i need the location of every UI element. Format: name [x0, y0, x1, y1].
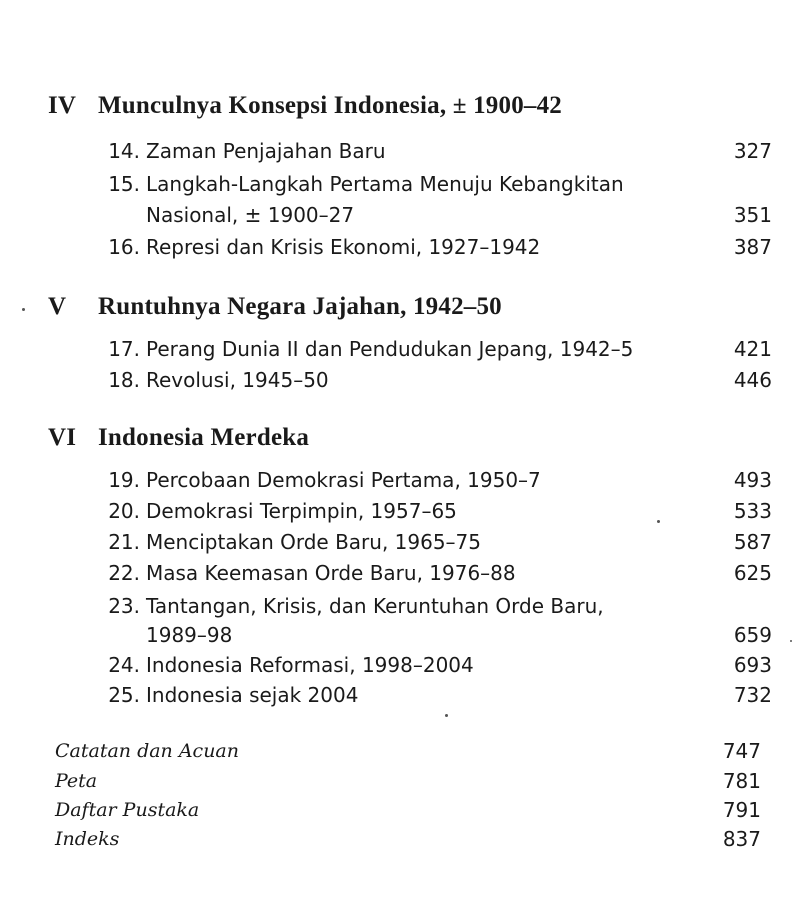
toc-entry[interactable]: [100, 335, 772, 363]
part-title: Munculnya Konsepsi Indonesia, ± 1900–42: [98, 92, 562, 119]
page-number: 493: [733, 468, 772, 492]
scan-speck: [657, 520, 660, 523]
chapter-number: 20.: [108, 499, 140, 523]
back-matter-entry[interactable]: [55, 768, 761, 794]
page-number: 659: [733, 623, 772, 647]
toc-entry[interactable]: [100, 559, 772, 587]
chapter-title: Langkah-Langkah Pertama Menuju Kebangkitan: [146, 172, 624, 196]
back-matter-title: Peta: [55, 770, 98, 792]
toc-entry[interactable]: [100, 497, 772, 525]
toc-entry[interactable]: [100, 528, 772, 556]
chapter-number: 22.: [108, 561, 140, 585]
page-number: 587: [733, 530, 772, 554]
chapter-title-continuation: 1989–98: [146, 623, 233, 647]
part-heading: [48, 293, 502, 321]
page-number: 625: [733, 561, 772, 585]
toc-entry[interactable]: [100, 170, 772, 198]
chapter-number: 18.: [108, 368, 140, 392]
chapter-title: Menciptakan Orde Baru, 1965–75: [146, 530, 482, 554]
chapter-number: 25.: [108, 683, 140, 707]
chapter-number: 23.: [108, 594, 140, 618]
toc-entry-continuation[interactable]: [100, 201, 772, 229]
chapter-title: Masa Keemasan Orde Baru, 1976–88: [146, 561, 516, 585]
page-number: 732: [733, 683, 772, 707]
back-matter-entry[interactable]: [55, 797, 761, 823]
chapter-number: 17.: [108, 337, 140, 361]
page-number: 781: [722, 769, 761, 793]
page-number: 446: [733, 368, 772, 392]
page-number: 747: [722, 739, 761, 763]
chapter-title: Represi dan Krisis Ekonomi, 1927–1942: [146, 235, 541, 259]
page-number: 327: [733, 139, 772, 163]
toc-entry[interactable]: [100, 592, 772, 620]
back-matter-entry[interactable]: [55, 738, 761, 764]
toc-entry[interactable]: [100, 651, 772, 679]
chapter-title-continuation: Nasional, ± 1900–27: [146, 203, 355, 227]
back-matter-title: Catatan dan Acuan: [55, 740, 239, 762]
part-number: VI: [48, 424, 77, 451]
page-number: 533: [733, 499, 772, 523]
chapter-number: 15.: [108, 172, 140, 196]
page-number: 791: [722, 798, 761, 822]
part-heading: [48, 92, 562, 120]
chapter-number: 21.: [108, 530, 140, 554]
toc-entry[interactable]: [100, 681, 772, 709]
scan-speck: [22, 308, 25, 311]
part-heading: [48, 424, 309, 452]
toc-entry[interactable]: [100, 137, 772, 165]
chapter-title: Indonesia Reformasi, 1998–2004: [146, 653, 474, 677]
chapter-title: Revolusi, 1945–50: [146, 368, 329, 392]
page-number: 387: [733, 235, 772, 259]
part-title: Indonesia Merdeka: [98, 424, 310, 451]
toc-entry[interactable]: [100, 466, 772, 494]
chapter-number: 19.: [108, 468, 140, 492]
page-number: 351: [733, 203, 772, 227]
chapter-title: Perang Dunia II dan Pendudukan Jepang, 1942–5: [146, 337, 634, 361]
chapter-number: 14.: [108, 139, 140, 163]
scan-speck: [445, 714, 448, 717]
chapter-title: Indonesia sejak 2004: [146, 683, 359, 707]
scan-speck: [790, 640, 792, 642]
back-matter-entry[interactable]: [55, 826, 761, 852]
back-matter-title: Daftar Pustaka: [55, 799, 200, 821]
page-number: 693: [733, 653, 772, 677]
page-number: 421: [733, 337, 772, 361]
part-title: Runtuhnya Negara Jajahan, 1942–50: [98, 293, 502, 320]
back-matter-title: Indeks: [55, 828, 120, 850]
toc-entry[interactable]: [100, 233, 772, 261]
toc-entry[interactable]: [100, 366, 772, 394]
chapter-title: Tantangan, Krisis, dan Keruntuhan Orde Baru,: [146, 594, 604, 618]
part-number: V: [48, 293, 67, 320]
chapter-title: Zaman Penjajahan Baru: [146, 139, 386, 163]
chapter-title: Percobaan Demokrasi Pertama, 1950–7: [146, 468, 541, 492]
chapter-number: 16.: [108, 235, 140, 259]
part-number: IV: [48, 92, 77, 119]
toc-entry-continuation[interactable]: [100, 621, 772, 649]
chapter-title: Demokrasi Terpimpin, 1957–65: [146, 499, 457, 523]
page-number: 837: [722, 827, 761, 851]
chapter-number: 24.: [108, 653, 140, 677]
